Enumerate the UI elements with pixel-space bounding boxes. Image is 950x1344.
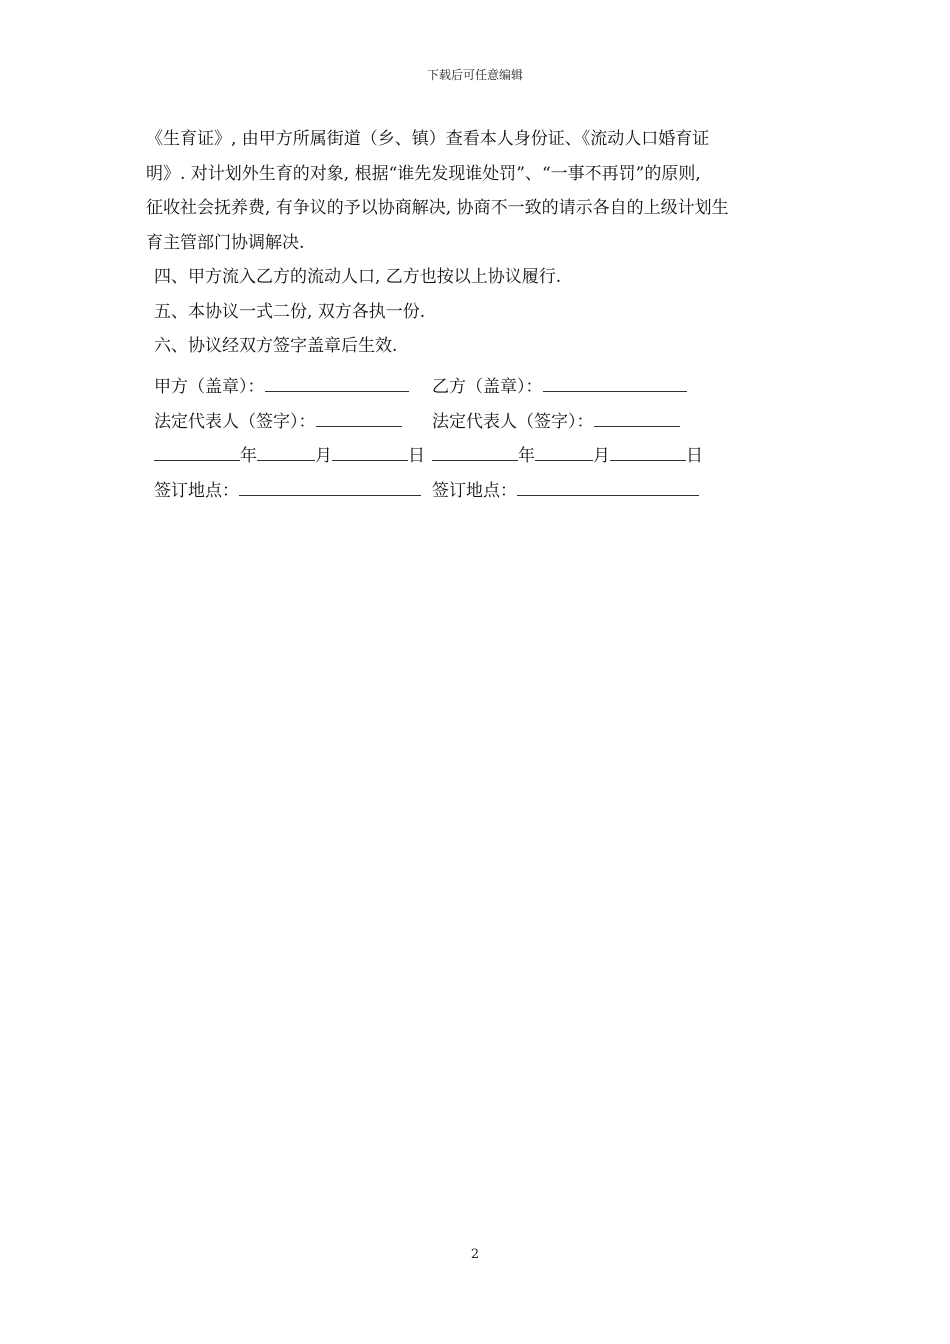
paragraph-line: 征收社会抚养费, 有争议的予以协商解决, 协商不一致的请示各自的上级计划生 bbox=[146, 198, 729, 218]
party-b-year-field[interactable] bbox=[432, 442, 518, 461]
party-a-seal-label: 甲方（盖章）： bbox=[154, 377, 265, 397]
party-a-rep-label: 法定代表人（签字）： bbox=[154, 411, 316, 432]
party-a-rep-field[interactable] bbox=[316, 408, 402, 427]
clause-four: 四、甲方流入乙方的流动人口, 乙方也按以上协议履行. bbox=[154, 267, 562, 287]
clause-five: 五、本协议一式二份, 双方各执一份. bbox=[154, 301, 426, 322]
clause-six: 六、协议经双方签字盖章后生效. bbox=[154, 336, 398, 356]
seal-row bbox=[154, 370, 714, 405]
party-a-month-field[interactable] bbox=[257, 442, 315, 461]
agreement-body bbox=[146, 122, 814, 364]
party-a-year-field[interactable] bbox=[154, 442, 240, 461]
party-b-rep-field[interactable] bbox=[594, 408, 680, 427]
paragraph-line: 育主管部门协调解决. bbox=[146, 232, 305, 253]
party-a-seal-field[interactable] bbox=[265, 373, 409, 392]
month-label: 月 bbox=[593, 446, 610, 466]
party-b-rep-label: 法定代表人（签字）： bbox=[432, 411, 594, 432]
party-b-day-field[interactable] bbox=[610, 442, 686, 461]
day-label: 日 bbox=[408, 446, 425, 466]
party-b-place-label: 签订地点： bbox=[432, 480, 517, 501]
party-a-day-field[interactable] bbox=[332, 442, 408, 461]
party-b-seal-field[interactable] bbox=[543, 373, 687, 392]
party-b-seal-label: 乙方（盖章）： bbox=[432, 377, 543, 397]
page-header: 下载后可任意编辑 bbox=[426, 68, 523, 82]
party-b-month-field[interactable] bbox=[535, 442, 593, 461]
paragraph-line: 《生育证》, 由甲方所属街道（乡、镇）查看本人身份证、《流动人口婚育证 bbox=[146, 129, 710, 149]
party-b-place-field[interactable] bbox=[517, 477, 699, 496]
day-label: 日 bbox=[686, 446, 703, 466]
place-row bbox=[154, 474, 714, 509]
month-label: 月 bbox=[315, 446, 332, 466]
page-number: 2 bbox=[470, 1247, 480, 1262]
date-row bbox=[154, 439, 714, 474]
representative-row bbox=[154, 405, 714, 440]
party-a-place-field[interactable] bbox=[239, 477, 421, 496]
paragraph-line: 明》. 对计划外生育的对象, 根据“谁先发现谁处罚”、“一事不再罚”的原则, bbox=[146, 163, 701, 184]
year-label: 年 bbox=[518, 446, 535, 466]
signature-block bbox=[154, 370, 714, 508]
party-a-place-label: 签订地点： bbox=[154, 480, 239, 501]
year-label: 年 bbox=[240, 446, 257, 466]
